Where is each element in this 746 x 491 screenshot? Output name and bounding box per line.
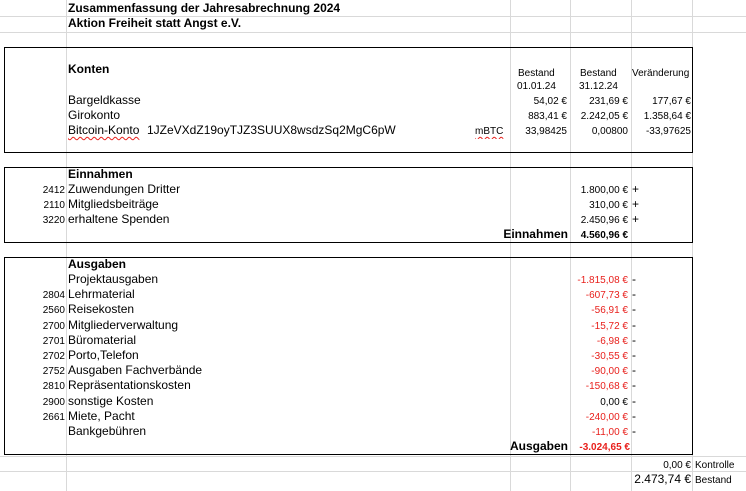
konten-row-change[interactable]: -33,97625 bbox=[645, 126, 691, 137]
ausgaben-row-amount[interactable]: -15,72 € bbox=[591, 321, 628, 332]
konten-col-change-header[interactable]: Veränderung bbox=[632, 68, 690, 79]
sheet-title[interactable]: Zusammenfassung der Jahresabrechnung 2024 bbox=[68, 1, 341, 15]
konten-date-start[interactable]: 01.01.24 bbox=[517, 81, 556, 92]
konten-heading[interactable]: Konten bbox=[68, 62, 110, 76]
account-code[interactable]: 2700 bbox=[42, 321, 65, 332]
ausgaben-row-amount[interactable]: -90,00 € bbox=[591, 366, 628, 377]
konten-row-end[interactable]: 0,00800 bbox=[591, 126, 628, 137]
einnahmen-row-sign[interactable]: + bbox=[632, 212, 640, 226]
ausgaben-row-sign[interactable]: - bbox=[632, 348, 636, 362]
konten-row-change[interactable]: 1.358,64 € bbox=[643, 111, 691, 122]
ausgaben-row-sign[interactable]: - bbox=[632, 409, 636, 423]
konten-row-start[interactable]: 33,98425 bbox=[525, 126, 567, 137]
ausgaben-row-sign[interactable]: - bbox=[632, 394, 636, 408]
konten-row-name[interactable]: Bargeldkasse bbox=[68, 93, 141, 107]
account-code[interactable]: 2810 bbox=[42, 381, 65, 392]
bestand-value[interactable]: 2.473,74 € bbox=[634, 472, 691, 486]
einnahmen-row-sign[interactable]: + bbox=[632, 197, 640, 211]
account-code[interactable]: 2412 bbox=[42, 185, 65, 196]
ausgaben-row-sign[interactable]: - bbox=[632, 302, 636, 316]
konten-row-end[interactable]: 2.242,05 € bbox=[580, 111, 628, 122]
account-code[interactable]: 2110 bbox=[43, 200, 65, 211]
bitcoin-address[interactable]: 1JZeVXdZ19oyTJZ3SUUX8wsdzSq2MgC6pW bbox=[147, 123, 396, 137]
konten-col-start-header[interactable]: Bestand bbox=[518, 68, 555, 79]
ausgaben-heading[interactable]: Ausgaben bbox=[68, 257, 127, 271]
konten-row-name[interactable]: Bitcoin-Konto bbox=[68, 123, 140, 137]
ausgaben-row-amount[interactable]: -56,91 € bbox=[591, 305, 628, 316]
konten-row-change[interactable]: 177,67 € bbox=[652, 96, 691, 107]
account-code[interactable]: 2701 bbox=[42, 336, 65, 347]
einnahmen-row-name[interactable]: Zuwendungen Dritter bbox=[68, 182, 181, 196]
ausgaben-row-name[interactable]: Projektausgaben bbox=[68, 272, 159, 286]
konten-date-end[interactable]: 31.12.24 bbox=[579, 81, 618, 92]
ausgaben-row-sign[interactable]: - bbox=[632, 272, 636, 286]
konten-row-end[interactable]: 231,69 € bbox=[589, 96, 628, 107]
account-code[interactable]: 2804 bbox=[42, 290, 65, 301]
account-code[interactable]: 2702 bbox=[42, 351, 65, 362]
ausgaben-row-name[interactable]: sonstige Kosten bbox=[68, 394, 154, 408]
ausgaben-row-name[interactable]: Reisekosten bbox=[68, 302, 135, 316]
konten-row-start[interactable]: 54,02 € bbox=[533, 96, 567, 107]
account-code[interactable]: 3220 bbox=[42, 215, 65, 226]
ausgaben-row-name[interactable]: Mitgliederverwaltung bbox=[68, 318, 179, 332]
einnahmen-total-value[interactable]: 4.560,96 € bbox=[580, 230, 628, 241]
einnahmen-total-label[interactable]: Einnahmen bbox=[503, 227, 568, 241]
einnahmen-row-amount[interactable]: 2.450,96 € bbox=[580, 215, 628, 226]
bitcoin-unit[interactable]: mBTC bbox=[475, 126, 504, 137]
einnahmen-row-name[interactable]: Mitgliedsbeiträge bbox=[68, 197, 159, 211]
account-code[interactable]: 2661 bbox=[42, 412, 65, 423]
ausgaben-total-value[interactable]: -3.024,65 € bbox=[579, 442, 630, 453]
konten-col-end-header[interactable]: Bestand bbox=[580, 68, 617, 79]
einnahmen-row-amount[interactable]: 310,00 € bbox=[589, 200, 628, 211]
account-code[interactable]: 2752 bbox=[42, 366, 65, 377]
konten-row-name[interactable]: Girokonto bbox=[68, 108, 121, 122]
einnahmen-row-sign[interactable]: + bbox=[632, 182, 640, 196]
ausgaben-total-label[interactable]: Ausgaben bbox=[509, 439, 568, 453]
ausgaben-row-sign[interactable]: - bbox=[632, 287, 636, 301]
ausgaben-row-amount[interactable]: -11,00 € bbox=[592, 427, 628, 438]
organization-name[interactable]: Aktion Freiheit statt Angst e.V. bbox=[68, 16, 242, 30]
ausgaben-row-name[interactable]: Bankgebühren bbox=[68, 424, 147, 438]
ausgaben-row-name[interactable]: Büromaterial bbox=[68, 333, 137, 347]
account-code[interactable] bbox=[30, 425, 65, 440]
ausgaben-row-name[interactable]: Ausgaben Fachverbände bbox=[68, 363, 203, 377]
ausgaben-row-name[interactable]: Porto,Telefon bbox=[68, 348, 139, 362]
account-code[interactable] bbox=[30, 273, 65, 288]
einnahmen-row-name[interactable]: erhaltene Spenden bbox=[68, 212, 170, 226]
einnahmen-heading[interactable]: Einnahmen bbox=[68, 167, 133, 181]
ausgaben-row-sign[interactable]: - bbox=[632, 424, 636, 438]
kontrolle-label[interactable]: Kontrolle bbox=[695, 460, 735, 471]
account-code[interactable]: 2900 bbox=[42, 397, 65, 408]
ausgaben-row-name[interactable]: Lehrmaterial bbox=[68, 287, 135, 301]
einnahmen-row-amount[interactable]: 1.800,00 € bbox=[580, 185, 628, 196]
ausgaben-row-name[interactable]: Miete, Pacht bbox=[68, 409, 135, 423]
ausgaben-row-amount[interactable]: 0,00 € bbox=[600, 397, 628, 408]
ausgaben-row-amount[interactable]: -6,98 € bbox=[596, 336, 628, 347]
ausgaben-row-amount[interactable]: -607,73 € bbox=[585, 290, 628, 301]
konten-row-start[interactable]: 883,41 € bbox=[528, 111, 567, 122]
ausgaben-row-amount[interactable]: -150,68 € bbox=[585, 381, 628, 392]
ausgaben-row-sign[interactable]: - bbox=[632, 318, 636, 332]
ausgaben-row-sign[interactable]: - bbox=[632, 333, 636, 347]
ausgaben-row-amount[interactable]: -30,55 € bbox=[591, 351, 628, 362]
ausgaben-row-amount[interactable]: -1.815,08 € bbox=[577, 275, 628, 286]
kontrolle-value[interactable]: 0,00 € bbox=[663, 460, 691, 471]
ausgaben-row-name[interactable]: Repräsentationskosten bbox=[68, 378, 191, 392]
bestand-label[interactable]: Bestand bbox=[695, 475, 732, 486]
ausgaben-row-sign[interactable]: - bbox=[632, 378, 636, 392]
account-code[interactable]: 2560 bbox=[42, 305, 65, 316]
ausgaben-row-amount[interactable]: -240,00 € bbox=[585, 412, 628, 423]
ausgaben-row-sign[interactable]: - bbox=[632, 363, 636, 377]
